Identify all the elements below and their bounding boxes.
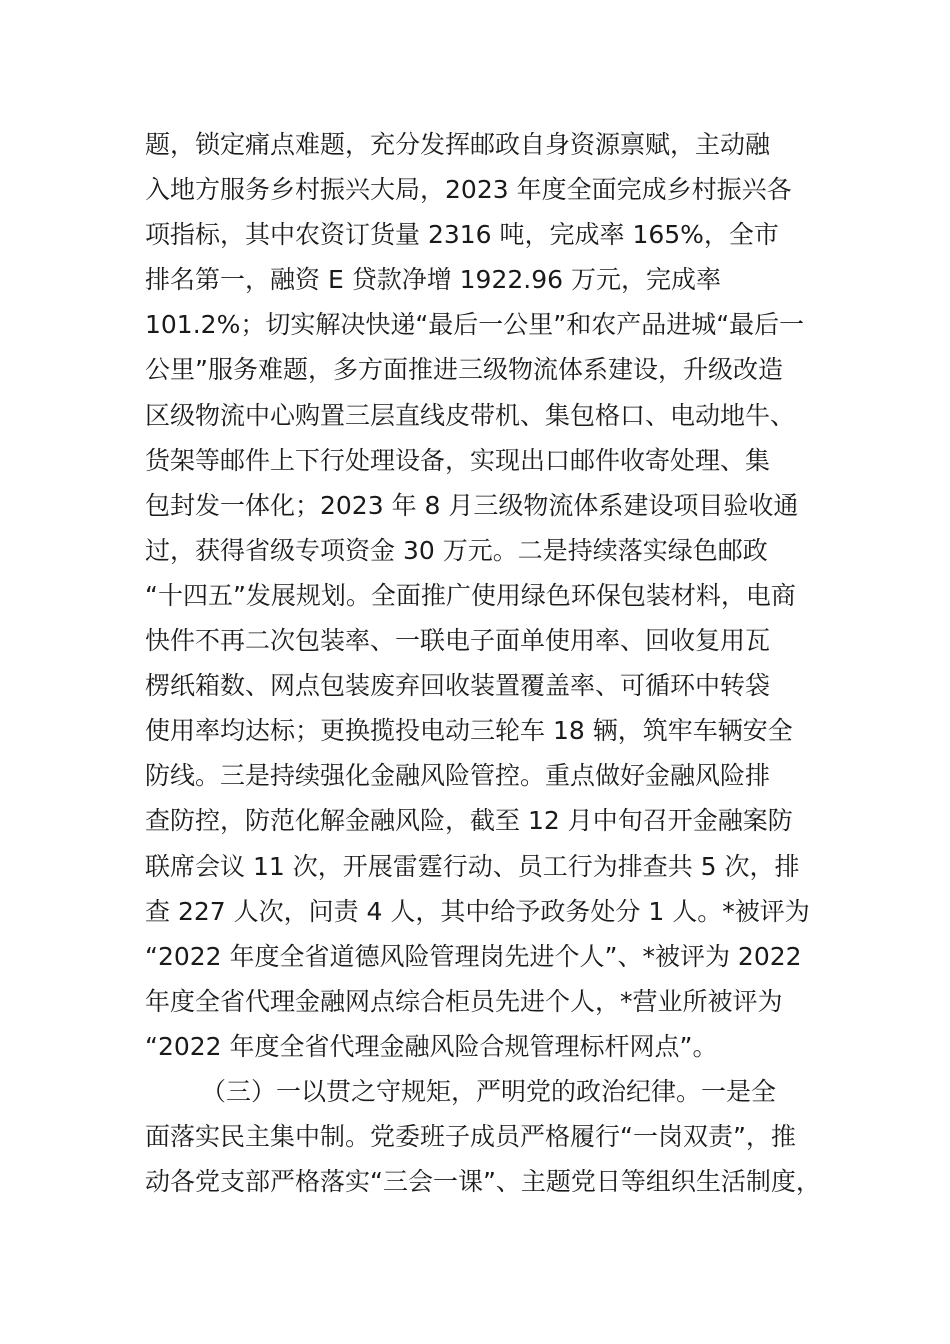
text-line: 区级物流中心购置三层直线皮带机、集包格口、电动地牛、 [145, 400, 796, 430]
text-line: “2022 年度全省道德风险管理岗先进个人”、*被评为 2022 [145, 941, 802, 971]
text-line: “2022 年度全省代理金融风险合规管理标杆网点”。 [145, 1031, 718, 1061]
text-line: 楞纸箱数、网点包装废弃回收装置覆盖率、可循环中转袋 [145, 671, 771, 701]
text-line: 查 227 人次，问责 4 人，其中给予政务处分 1 人。*被评为 [145, 896, 810, 926]
text-line: “十四五”发展规划。全面推广使用绿色环保包装材料，电商 [145, 580, 796, 610]
text-line: 项指标，其中农资订货量 2316 吨，完成率 165%，全市 [145, 220, 779, 250]
text-line: 面落实民主集中制。党委班子成员严格履行“一岗双责”，推 [145, 1122, 796, 1152]
text-line: 快件不再二次包装率、一联电子面单使用率、回收复用瓦 [145, 626, 771, 656]
text-line: 题，锁定痛点难题，充分发挥邮政自身资源禀赋，主动融 [145, 130, 771, 159]
text-line: 包封发一体化；2023 年 8 月三级物流体系建设项目验收通 [145, 490, 799, 520]
text-line: 入地方服务乡村振兴大局，2023 年度全面完成乡村振兴各 [145, 175, 792, 205]
text-line: 使用率均达标；更换揽投电动三轮车 18 辆，筑牢车辆安全 [145, 716, 793, 746]
text-line: 年度全省代理金融网点综合柜员先进个人，*营业所被评为 [145, 986, 783, 1016]
text-line: 货架等邮件上下行处理设备，实现出口邮件收寄处理、集 [145, 445, 771, 475]
document-body [145, 122, 835, 1204]
section-heading-line: （三）一以贯之守规矩，严明党的政治纪律。一是全 [201, 1076, 777, 1106]
text-line: 联席会议 11 次，开展雷霆行动、员工行为排查共 5 次，排 [145, 851, 800, 881]
text-line: 查防控，防范化解金融风险，截至 12 月中旬召开金融案防 [145, 806, 793, 836]
text-line: 动各党支部严格落实“三会一课”、主题党日等组织生活制度， [145, 1167, 821, 1197]
text-line: 过，获得省级专项资金 30 万元。二是持续落实绿色邮政 [145, 535, 768, 565]
text-line: 公里”服务难题，多方面推进三级物流体系建设，升级改造 [145, 355, 783, 385]
text-line: 101.2%；切实解决快递“最后一公里”和农产品进城“最后一 [145, 310, 805, 340]
text-line: 防线。三是持续强化金融风险管控。重点做好金融风险排 [145, 761, 771, 791]
text-line: 排名第一，融资 E 贷款净增 1922.96 万元，完成率 [145, 265, 721, 295]
